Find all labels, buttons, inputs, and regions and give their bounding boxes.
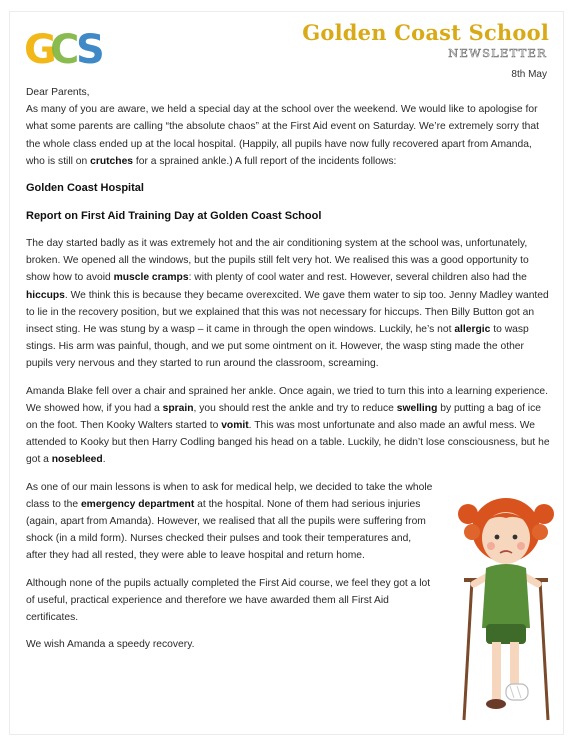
- school-name: Golden Coast School: [302, 20, 549, 45]
- letter-date: 8th May: [511, 69, 547, 80]
- greeting: Dear Parents,: [26, 87, 90, 98]
- shoe: [486, 699, 506, 709]
- logo-letter-c: C: [50, 27, 80, 70]
- intro-paragraph: As many of you are aware, we held a special day at the school over the weekend. We would like to apologise for what some parents are calling “the absolute chaos” at the First Aid event on Saturday. We’re extremely sorry that the whole class ended up at the local hospital. (Happily, all pupils have now fully recovered apart from Amanda, who is still on crutches for a sprained ankle.) A full report of the incidents follows:: [26, 104, 539, 167]
- left-crutch: [464, 580, 472, 720]
- report-paragraph-2: Amanda Blake fell over a chair and sprained her ankle. Once again, we tried to turn this into a learning experience. We showed how, if you had a sprain, you should rest the ankle and try to reduce swelling by putting a bag of ice on the foot. Then Kooky Walters started to vomit. This was most unfortunate and also made an awful mess. We attended to Kooky but then Harry Codling banged his head on a table. Luckily, he didn’t lose consciousness, but he got a nosebleed.: [26, 385, 550, 466]
- report-organisation: Golden Coast Hospital: [26, 182, 144, 195]
- face: [482, 512, 530, 564]
- closing-line: We wish Amanda a speedy recovery.: [26, 639, 195, 651]
- newsletter-label: NEWSLETTER: [448, 46, 547, 60]
- logo-letter-g: G: [24, 27, 57, 70]
- school-logo: [24, 24, 106, 70]
- report-title: Report on First Aid Training Day at Golden Coast School: [26, 209, 322, 222]
- newsletter-page: [10, 12, 563, 734]
- left-leg: [492, 642, 501, 700]
- shirt: [482, 564, 530, 628]
- right-crutch: [540, 580, 548, 720]
- report-paragraph-1: The day started badly as it was extremely hot and the air conditioning system at the school was, unfortunately, broken. We opened all the windows, but the pupils still felt very hot. We realised this was a good opportunity to show how to avoid muscle cramps: with plenty of cool water and rest. However, several children also had the hiccups. We think this is because they became overexcited. We gave them water to sip too. Jenny Madley wanted to lie in the recovery position, but we explained that this was not necessary for hiccups. Then Billy Button got an insect sting. He was stung by a wasp – it came in through the open windows. Luckily, he’s not allergic to wasp stings. His arm was painful, though, and we put some ointment on it. However, the wasp sting made the other pupils very nervous and they started to run around the classroom, screaming.: [26, 238, 549, 370]
- report-paragraph-3: As one of our main lessons is when to ask for medical help, we decided to take the whole class to the emergency department at the hospital. None of them had serious injuries (again, apart from Amanda). However, we realised that all the pupils were suffering from shock (in a mild form). Nurses checked their pulses and took their temperatures and, after they had all rested, they were able to leave hospital and return home.: [26, 481, 433, 562]
- logo-letter-s: S: [76, 27, 105, 70]
- girl-on-crutches-illustration: [442, 488, 570, 728]
- report-paragraph-4: Although none of the pupils actually completed the First Aid course, we feel they got a lot of useful, practical experience and therefore we have awarded them all First Aid certificates.: [26, 577, 431, 624]
